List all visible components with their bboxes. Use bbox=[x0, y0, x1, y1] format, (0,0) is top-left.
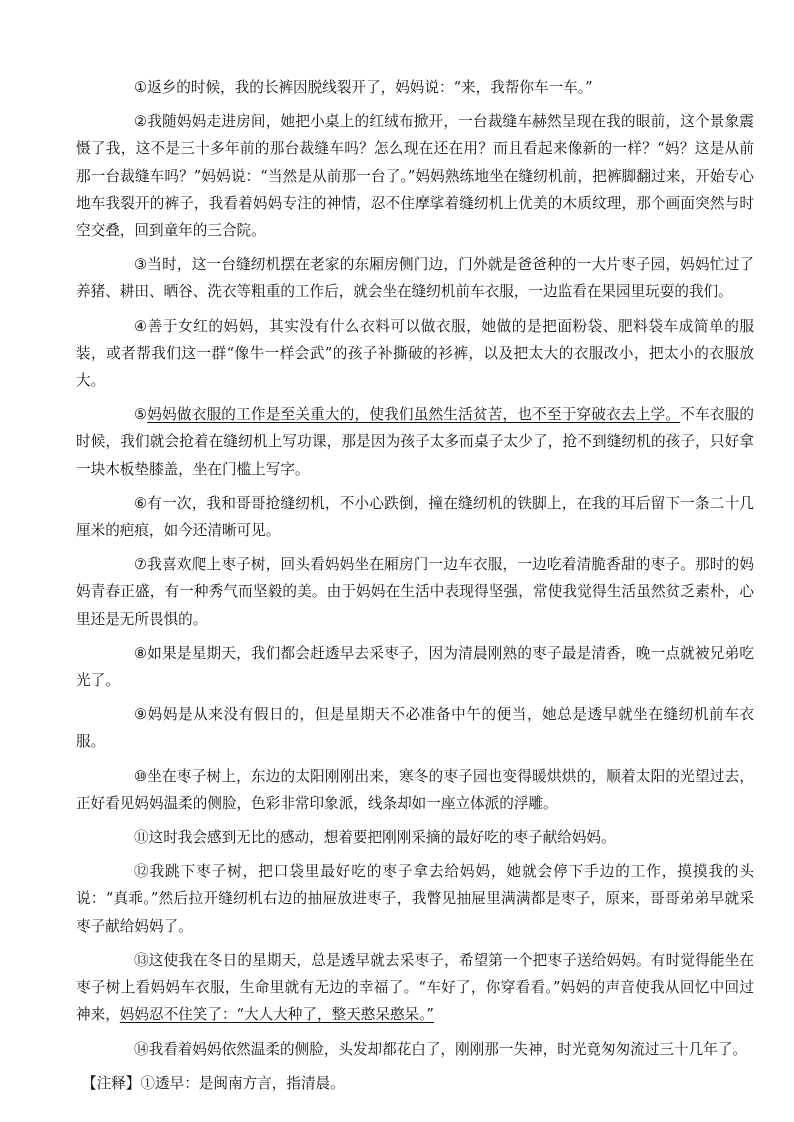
paragraph-text: 坐在枣子树上，东边的太阳刚刚出来，寒冬的枣子园也变得暖烘烘的，顺着太阳的光望过去，正好看见妈妈温柔的侧脸，色彩非常印象派，线条却如一座立体派的浮雕。 bbox=[76, 767, 754, 812]
paragraph-10 bbox=[76, 763, 754, 817]
paragraph-number: ⑪ bbox=[134, 829, 149, 847]
paragraph-text: 当时，这一台缝纫机摆在老家的东厢房侧门边，门外就是爸爸种的一大片枣子园，妈妈忙过了养猪、耕田、晒谷、洗衣等粗重的工作后，就会坐在缝纫机前车衣服，一边监看在果园里玩耍的我们。 bbox=[76, 256, 754, 301]
paragraph-8 bbox=[76, 640, 754, 694]
paragraph-number: ② bbox=[134, 113, 148, 131]
paragraph-text: 不车衣服的时候，我们就会抢着在缝纫机上写功课，那是因为孩子太多而桌子太少了，抢不到缝纫机的孩子，只好拿一块木板垫膝盖，坐在门槛上写字。 bbox=[76, 406, 754, 478]
paragraph-number: ④ bbox=[134, 317, 148, 335]
paragraph-7 bbox=[76, 551, 754, 633]
paragraph-text: 善于女红的妈妈，其实没有什么衣料可以做衣服，她做的是把面粉袋、肥料袋车成简单的服装，或者帮我们这一群“像牛一样会武”的孩子补撕破的衫裤，以及把太大的衣服改小，把太小的衣服放大。 bbox=[76, 317, 754, 390]
note-label: 【注释】 bbox=[82, 1074, 141, 1092]
paragraph-text: 我看着妈妈依然温柔的侧脸，头发却都花白了，刚刚那一失神，时光竟匆匆流过三十几年了。 bbox=[148, 1040, 747, 1058]
paragraph-text: 这使我在冬日的星期天，总是透早就去采枣子，希望第一个把枣子送给妈妈。有时觉得能坐在枣子树上看妈妈车衣服，生命里就有无边的幸福了。“车好了，你穿看看。”妈妈的声音使我从回忆中回过神来， bbox=[76, 951, 754, 1024]
paragraph-number: ⑧ bbox=[134, 644, 148, 662]
paragraph-number: ⑩ bbox=[134, 767, 148, 785]
paragraph-5 bbox=[76, 401, 754, 483]
paragraph-number: ① bbox=[134, 79, 148, 96]
paragraph-2 bbox=[76, 108, 754, 244]
note-number: ① bbox=[140, 1074, 155, 1092]
underlined-sentence: 妈妈忍不住笑了：“大人大种了，整天憨呆憨呆。” bbox=[119, 1006, 434, 1024]
paragraph-number: ⑫ bbox=[134, 863, 149, 881]
paragraph-4 bbox=[76, 313, 754, 395]
paragraph-11 bbox=[76, 824, 754, 851]
paragraph-13 bbox=[76, 947, 754, 1029]
paragraph-number: ⑥ bbox=[134, 494, 148, 512]
paragraph-9 bbox=[76, 701, 754, 755]
paragraph-number: ⑨ bbox=[134, 706, 148, 724]
paragraph-1 bbox=[76, 74, 754, 101]
article-page bbox=[76, 74, 754, 1097]
paragraph-3 bbox=[76, 251, 754, 305]
note-text: 透早：是闽南方言，指清晨。 bbox=[155, 1074, 345, 1092]
paragraph-12 bbox=[76, 858, 754, 940]
paragraph-text: 我随妈妈走进房间，她把小桌上的红绒布掀开，一台裁缝车赫然呈现在我的眼前，这个景象震慑了我，这不是三十多年前的那台裁缝车吗？怎么现在还在用？而且看起来像新的一样？“妈？这是从前那一台裁缝车吗？”妈妈说：“当然是从前那一台了。”妈妈熟练地坐在缝纫机前，把裤脚翻过来，开始专心地车我裂开的裤子，我看着妈妈专注的神情，忍不住摩挲着缝纫机上优美的木质纹理，那个画面突然与时空交叠，回到童年的三合院。 bbox=[76, 113, 754, 240]
annotation-note bbox=[76, 1070, 754, 1097]
paragraph-number: ⑭ bbox=[134, 1040, 149, 1058]
paragraph-text: 我跳下枣子树，把口袋里最好吃的枣子拿去给妈妈，她就会停下手边的工作，摸摸我的头说：“真乖。”然后拉开缝纫机右边的抽屉放进枣子，我瞥见抽屉里满满都是枣子，原来，哥哥弟弟早就采枣子献给妈妈了。 bbox=[76, 863, 754, 935]
paragraph-14 bbox=[76, 1036, 754, 1063]
paragraph-text: 有一次，我和哥哥抢缝纫机，不小心跌倒，撞在缝纫机的铁脚上，在我的耳后留下一条二十几厘米的疤痕，如今还清晰可见。 bbox=[76, 494, 754, 540]
underlined-sentence: 妈妈做衣服的工作是至关重大的，使我们虽然生活贫苦，也不至于穿破衣去上学。 bbox=[147, 406, 681, 424]
paragraph-number: ⑤ bbox=[134, 406, 148, 424]
paragraph-text: 如果是星期天，我们都会赶透早去采枣子，因为清晨刚熟的枣子最是清香，晚一点就被兄弟吃光了。 bbox=[76, 644, 754, 690]
paragraph-number: ⑦ bbox=[134, 556, 148, 574]
paragraph-number: ⑬ bbox=[134, 951, 149, 969]
paragraph-number: ③ bbox=[134, 256, 148, 274]
paragraph-text: 妈妈是从来没有假日的，但是星期天不必准备中午的便当，她总是透早就坐在缝纫机前车衣服。 bbox=[76, 706, 754, 751]
paragraph-text: 返乡的时候，我的长裤因脱线裂开了，妈妈说：“来，我帮你车一车。” bbox=[147, 79, 593, 96]
paragraph-text: 这时我会感到无比的感动，想着要把刚刚采摘的最好吃的枣子献给妈妈。 bbox=[148, 829, 616, 847]
paragraph-6 bbox=[76, 490, 754, 544]
paragraph-text: 我喜欢爬上枣子树，回头看妈妈坐在厢房门一边车衣服，一边吃着清脆香甜的枣子。那时的妈妈青春正盛，有一种秀气而坚毅的美。由于妈妈在生活中表现得坚强，常使我觉得生活虽然贫乏素朴，心里还是无所畏惧的。 bbox=[76, 556, 754, 628]
